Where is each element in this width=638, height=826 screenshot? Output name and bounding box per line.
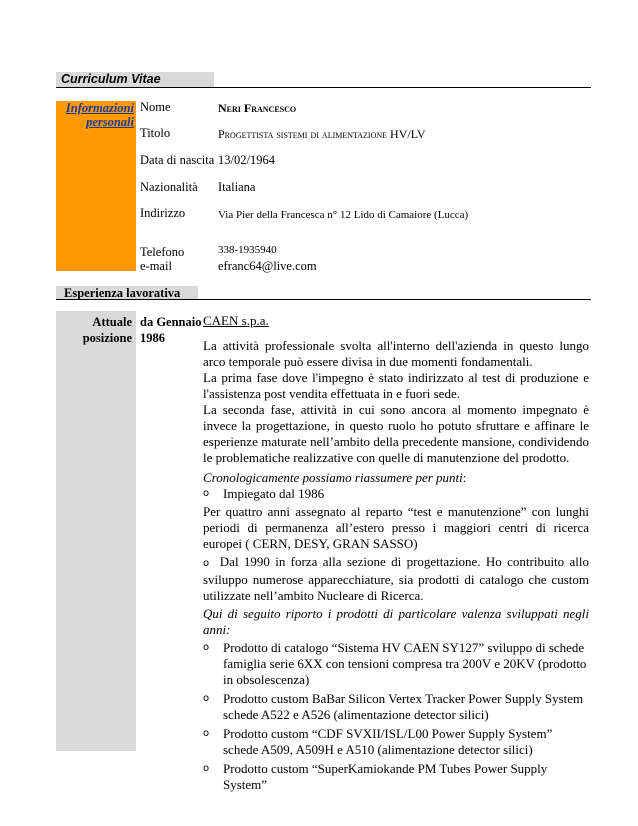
field-label-nationality: Nazionalità	[140, 180, 198, 194]
field-value-address: Via Pier della Francesca n° 12 Lido di Camaiore (Lucca)	[218, 209, 469, 221]
summary-heading	[203, 470, 589, 486]
field-value-birthdate: 13/02/1964	[218, 153, 275, 167]
product-text: Prodotto di catalogo “Sistema HV CAEN SY127” sviluppo di schede famiglia serie 6XX con tensioni compresa tra 200V e 20KV (prodotto in obsolescenza)	[223, 640, 587, 687]
item-one-text: Impiegato dal 1986	[223, 486, 325, 501]
item-two	[203, 554, 589, 604]
list-item	[203, 691, 589, 723]
field-label-phone: Telefono	[140, 245, 185, 259]
field-label-name: Nome	[140, 100, 171, 114]
bullet-icon: o	[203, 642, 210, 653]
field-value-email: efranc64@live.com	[218, 259, 317, 273]
summary-heading-text: Cronologicamente possiamo riassumere per punti	[203, 470, 463, 485]
list-item	[203, 486, 589, 502]
list-item	[203, 726, 589, 758]
field-label-title: Titolo	[140, 126, 171, 140]
intro-paragraph: La attività professionale svolta all'interno dell'azienda in questo lungo arco temporale può essere divisa in due momenti fondamentali.	[203, 338, 589, 369]
phase-two-paragraph: La seconda fase, attività in cui sono ancora al momento impegnato è invece la progettazione, in questo ruolo ho potuto sfruttare e affinare le esperienze maturate nell’ambito della precedente mansione, condividendo le problematiche realizzative con quelle di manutenzione del prodotto.	[203, 402, 589, 465]
list-item	[203, 761, 589, 793]
experience-divider	[56, 299, 591, 300]
field-label-email: e-mail	[140, 259, 172, 273]
item-two-text: Dal 1990 in forza alla sezione di progettazione. Ho contribuito allo sviluppo numerose apparecchiature, sia prodotti di catalogo che custom utilizzate nell’ambito Nucleare di Ricerca.	[203, 554, 590, 603]
personal-info-label: Informazioni personali	[65, 101, 134, 129]
bullet-icon: o	[203, 488, 210, 499]
company-name: CAEN s.p.a.	[203, 313, 269, 328]
phase-one-paragraph: La prima fase dove l'impegno è stato indirizzato al test di produzione e l'assistenza post vendita effettuata in e fuori sede.	[203, 370, 589, 401]
products-list	[203, 640, 589, 793]
item-one-detail: Per quattro anni assegnato al reparto “test e manutenzione” con lunghi periodi di permanenza all’estero presso i maggiori centri di ricerca europei ( CERN, DESY, GRAN SASSO)	[203, 504, 589, 551]
field-value-phone: 338-1935940	[218, 244, 277, 256]
field-label-address: Indirizzo	[140, 206, 186, 220]
experience-sidebar	[56, 311, 136, 751]
field-value-title: Progettista sistemi di alimentazione HV/LV	[218, 127, 426, 141]
document-title: Curriculum Vitae	[61, 72, 161, 86]
experience-description	[203, 338, 589, 466]
header-divider	[56, 87, 591, 88]
bullet-icon: o	[203, 763, 210, 774]
field-value-nationality: Italiana	[218, 180, 256, 194]
date-label: da Gennaio 1986	[140, 315, 202, 345]
product-text: Prodotto custom BaBar Silicon Vertex Tracker Power Supply System schede A522 e A526 (alimentazione detector silici)	[223, 691, 584, 722]
summary-heading-colon: :	[462, 470, 467, 485]
field-value-name: Neri Francesco	[218, 101, 297, 115]
position-label: Attuale posizione	[82, 315, 132, 345]
field-label-birthdate: Data di nascita	[140, 153, 215, 167]
bullet-icon: o	[203, 693, 210, 704]
product-text: Prodotto custom “SuperKamiokande PM Tubes Power Supply System”	[223, 761, 548, 792]
experience-summary	[203, 470, 589, 793]
products-heading: Qui di seguito riporto i prodotti di particolare valenza sviluppati negli anni:	[203, 606, 589, 637]
experience-section-title: Esperienza lavorativa	[64, 286, 181, 300]
list-item	[203, 640, 589, 688]
bullet-icon: o	[203, 558, 210, 569]
bullet-icon: o	[203, 728, 210, 739]
product-text: Prodotto custom “CDF SVXII/ISL/L00 Power Supply System” schede A509, A509H e A510 (alimentazione detector silici)	[223, 726, 553, 757]
